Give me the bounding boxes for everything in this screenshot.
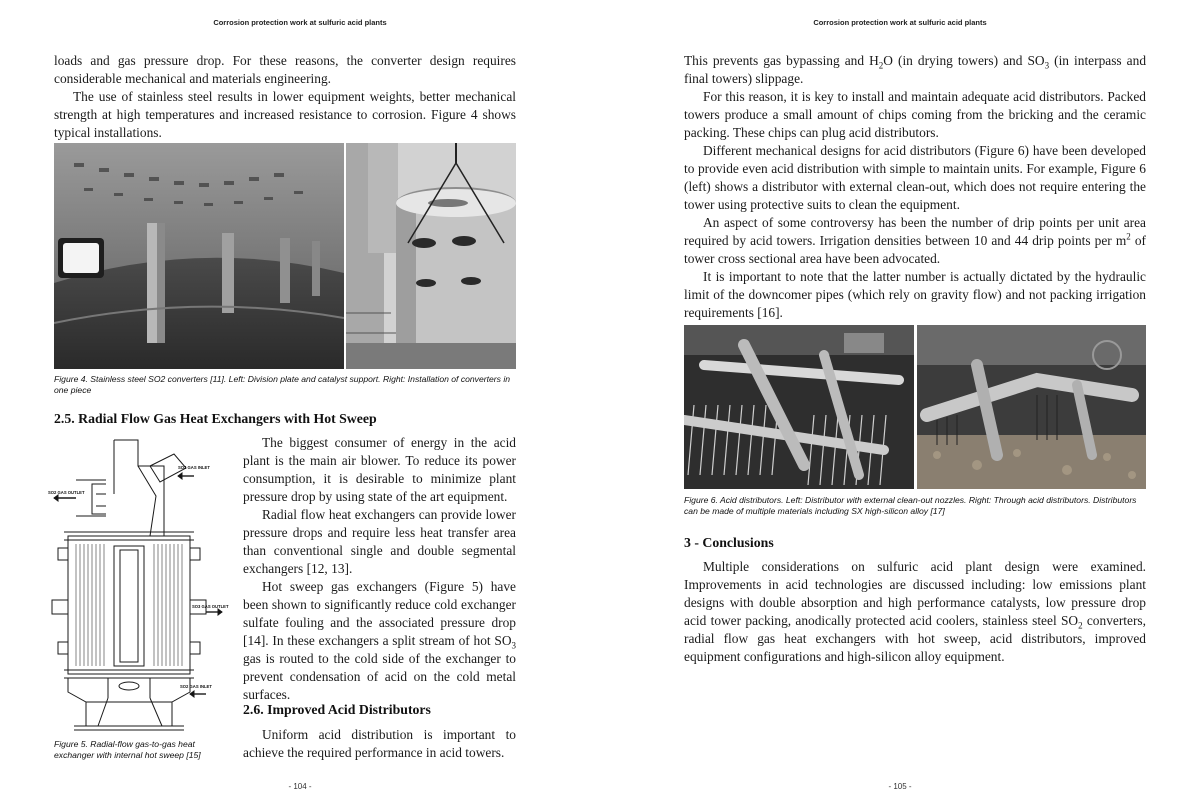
right-body-text — [684, 52, 1146, 322]
figure-5-caption: Figure 5. Radial-flow gas-to-gas heat exchanger with internal hot sweep [15] — [54, 739, 201, 760]
section-2-5-heading: 2.5. Radial Flow Gas Heat Exchangers with Hot Sweep — [54, 411, 377, 426]
figure-6-caption: Figure 6. Acid distributors. Left: Distributor with external clean-out nozzles. Right: Through acid distributors. Distributors can be made of multiple materials including SX high-silicon alloy [17] — [684, 495, 1137, 516]
sec25-paragraph-1: The biggest consumer of energy in the acid plant is the main air blower. To reduce its power consumption, it is desirable to minimize plant pressure drop by using state of the art equipment. — [243, 435, 516, 504]
sec25-paragraph-3: Hot sweep gas exchangers (Figure 5) have been shown to significantly reduce cold exchanger sulfate fouling and the associated pressure drop [14]. In these exchangers a split stream of hot $SO_3$ gas is routed to the cold side of the exchanger to prevent condensation of acid on the cold metal surfaces. — [243, 579, 516, 702]
section-2-6-heading: 2.6. Improved Acid Distributors — [243, 702, 431, 717]
figure-6-right-photo — [917, 325, 1146, 489]
intro-text — [54, 52, 516, 142]
conclusions-paragraph: Multiple considerations on sulfuric acid plant design were examined. Improvements in acid technologies are discussed including: low emissions plant designs with double absorption and high performance catalysts, low pressure drop acid tower packing, anodically protected acid coolers, stainless steel $SO_2$ converters, radial flow gas heat exchangers with hot sweep, acid distributors, improved equipment configurations and high-silicon alloy equipment. — [684, 559, 1146, 664]
so3-outlet-label: SO3 GAS OUTLET — [192, 604, 229, 609]
running-header-left: Corrosion protection work at sulfuric acid plants — [213, 18, 387, 27]
right-page — [600, 0, 1200, 810]
so2-inlet-label: SO2 GAS INLET — [180, 684, 212, 689]
right-paragraph-1: This prevents gas bypassing and $H_2O$ (in drying towers) and $SO_3$ (in interpass and final towers) slippage. — [684, 53, 1147, 86]
sec25-paragraph-2: Radial flow heat exchangers can provide lower pressure drops and require less heat transfer area than conventional single and double segmental exchangers [12, 13]. — [243, 507, 516, 576]
page-number-left: - 104 - — [288, 782, 312, 791]
section-2-5-text — [243, 434, 516, 704]
sec26-paragraph-1: Uniform acid distribution is important to achieve the required performance in acid towers. — [243, 727, 516, 760]
right-paragraph-4: An aspect of some controversy has been the number of drip points per unit area required by acid towers. Irrigation densities between 10 and 44 drip points per $m^2$ of tower cross sectional area have been advocated. — [684, 215, 1146, 266]
conclusions-heading: 3 - Conclusions — [684, 535, 774, 550]
running-header-right: Corrosion protection work at sulfuric acid plants — [813, 18, 987, 27]
right-paragraph-2: For this reason, it is key to install and maintain adequate acid distributors. Packed towers produce a small amount of chips coming from the bricking and the ceramic packing. These chips can plug acid distributors. — [684, 89, 1146, 140]
section-2-6-text — [243, 726, 516, 762]
figure-4-right-photo — [346, 143, 516, 369]
figure-4-caption: Figure 4. Stainless steel SO2 converters [11]. Left: Division plate and catalyst support. Right: Installation of converters in one piece — [54, 374, 511, 395]
intro-paragraph-1: loads and gas pressure drop. For these reasons, the converter design requires considerable mechanical and materials engineering. — [54, 53, 516, 86]
figure-4-left-photo — [54, 143, 344, 369]
so3-inlet-label: SO3 GAS INLET — [178, 465, 210, 470]
figure-5-diagram — [46, 436, 236, 736]
figure-6-left-photo — [684, 325, 914, 489]
right-paragraph-5: It is important to note that the latter number is actually dictated by the hydraulic limit of the downcomer pipes (which rely on gravity flow) and not packing irrigation requirements [16]. — [684, 269, 1146, 320]
conclusions-text — [684, 558, 1146, 666]
page-number-right: - 105 - — [888, 782, 912, 791]
right-paragraph-3: Different mechanical designs for acid distributors (Figure 6) have been developed to provide even acid distribution with simple to maintain units. For example, Figure 6 (left) shows a distributor with external clean-out, which does not require entering the tower using protective suits to clean the equipment. — [684, 143, 1146, 212]
so2-outlet-label: SO2 GAS OUTLET — [48, 490, 85, 495]
intro-paragraph-2: The use of stainless steel results in lower equipment weights, better mechanical strength at high temperatures and increased resistance to corrosion. Figure 4 shows typical installations. — [54, 89, 516, 140]
